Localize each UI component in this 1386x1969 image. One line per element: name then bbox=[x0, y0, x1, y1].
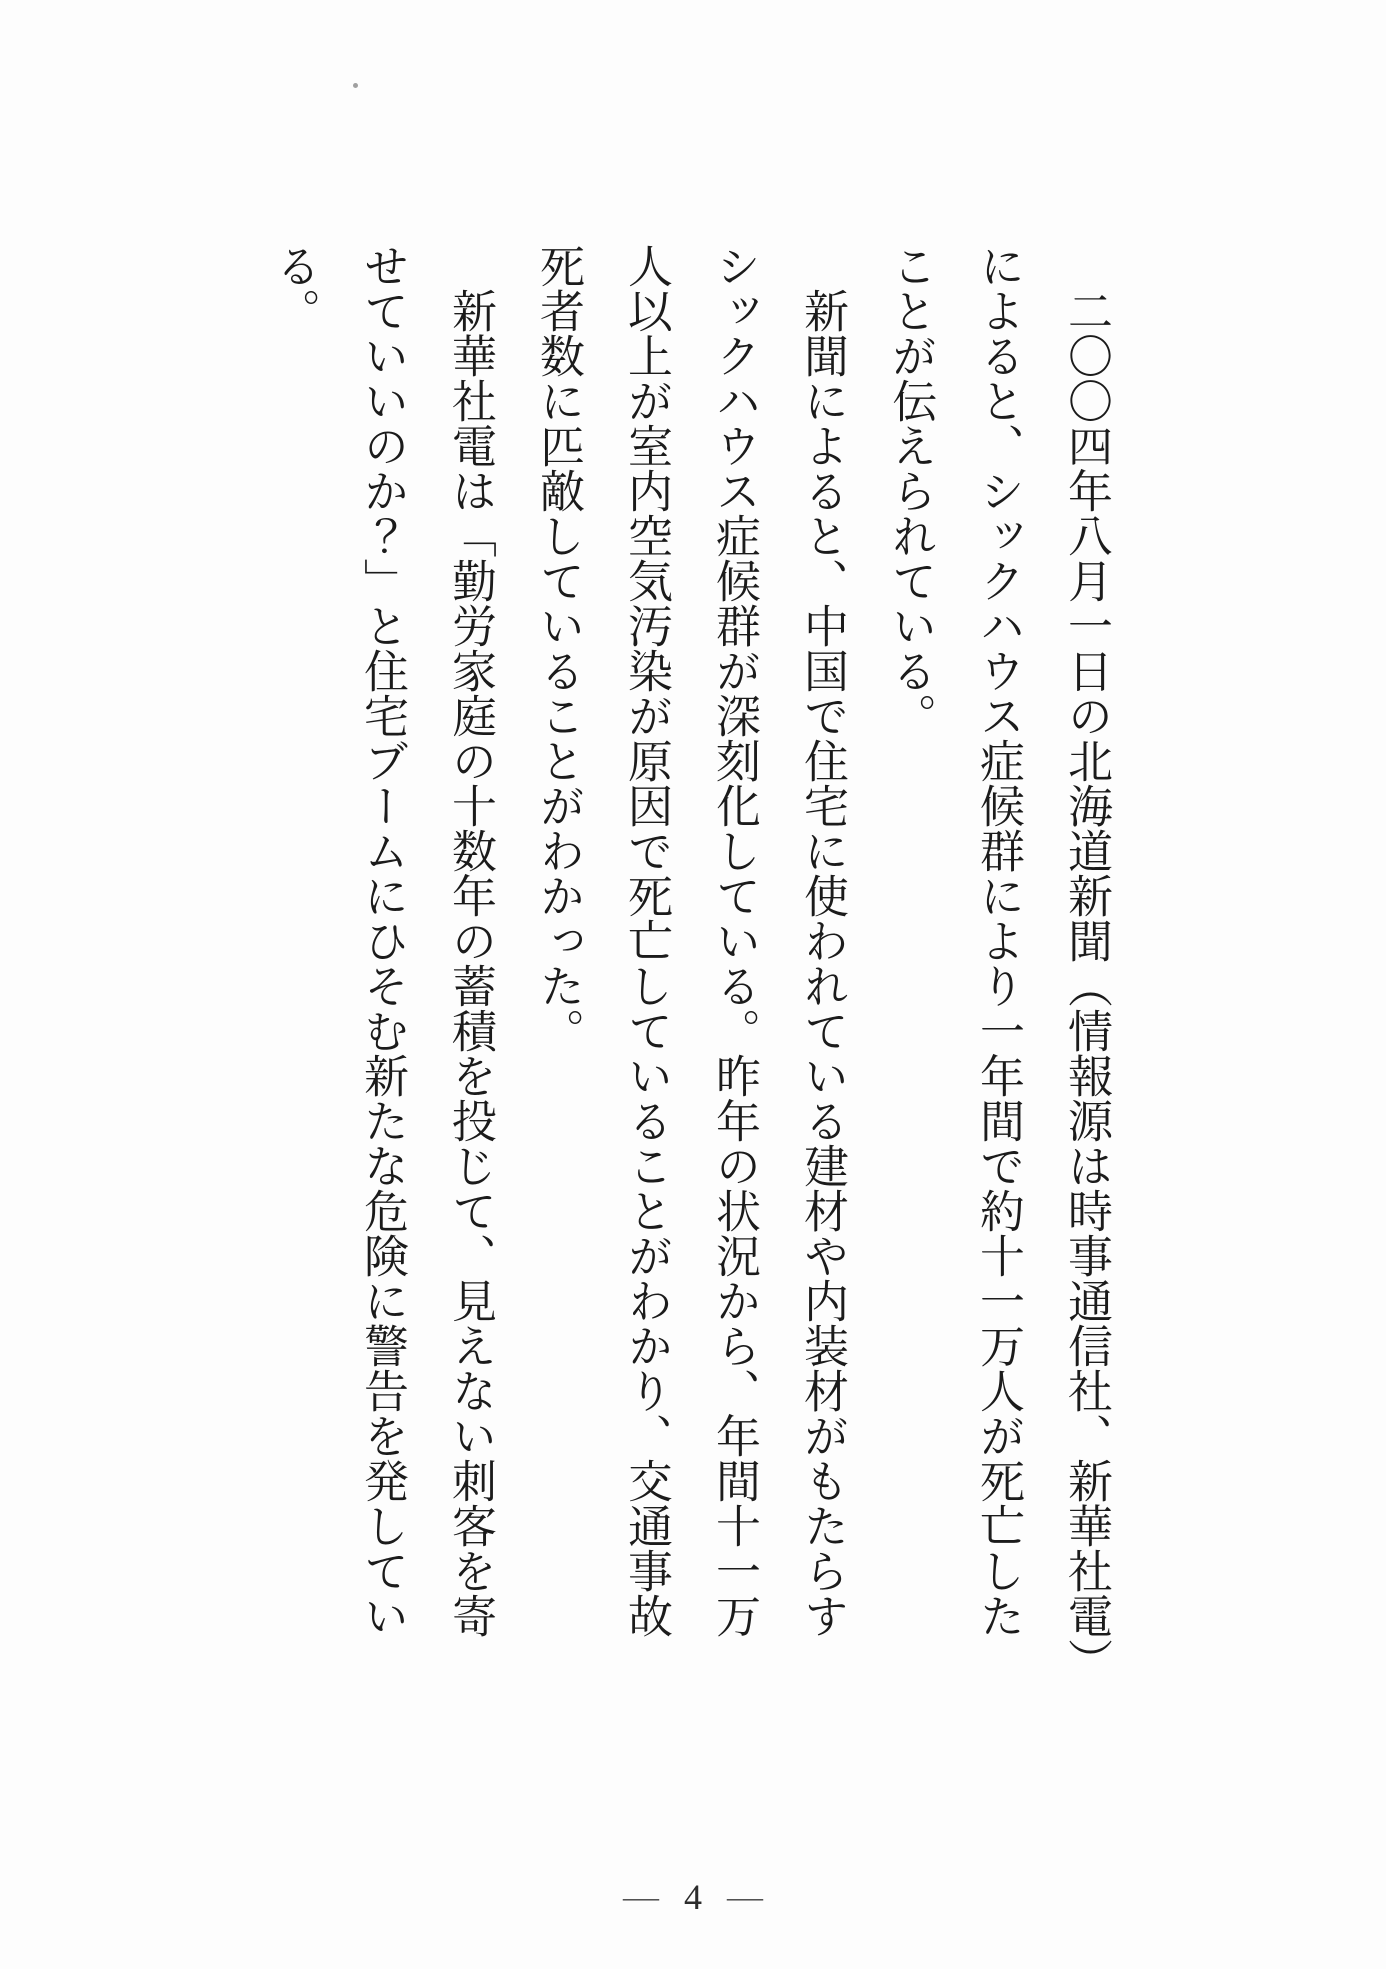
scan-artifact-dot bbox=[353, 83, 358, 88]
text-column-7: 死者数に匹敵していることがわかった。 bbox=[533, 243, 583, 1053]
text-column-6: 人以上が室内空気汚染が原因で死亡していることがわかり、交通事故 bbox=[621, 243, 671, 1638]
text-column-1: 二〇〇四年八月一日の北海道新聞（情報源は時事通信社、新華社電） bbox=[1061, 288, 1111, 1683]
text-column-4: 新聞によると、中国で住宅に使われている建材や内装材がもたらす bbox=[797, 288, 847, 1638]
body-text bbox=[250, 243, 1130, 1763]
page-footer bbox=[0, 1876, 1386, 1918]
text-column-3: ことが伝えられている。 bbox=[885, 243, 935, 738]
text-column-9: せていいのか？」と住宅ブームにひそむ新たな危険に警告を発してい bbox=[357, 243, 407, 1638]
text-column-2: によると、シックハウス症候群により一年間で約十一万人が死亡した bbox=[973, 243, 1023, 1638]
footer-dash-left: — bbox=[623, 1881, 659, 1913]
footer-dash-right: — bbox=[727, 1881, 763, 1913]
text-column-5: シックハウス症候群が深刻化している。昨年の状況から、年間十一万 bbox=[709, 243, 759, 1638]
page-number: 4 bbox=[684, 1877, 702, 1917]
text-column-8: 新華社電は「勤労家庭の十数年の蓄積を投じて、見えない刺客を寄 bbox=[445, 288, 495, 1638]
text-column-10: る。 bbox=[269, 243, 319, 333]
